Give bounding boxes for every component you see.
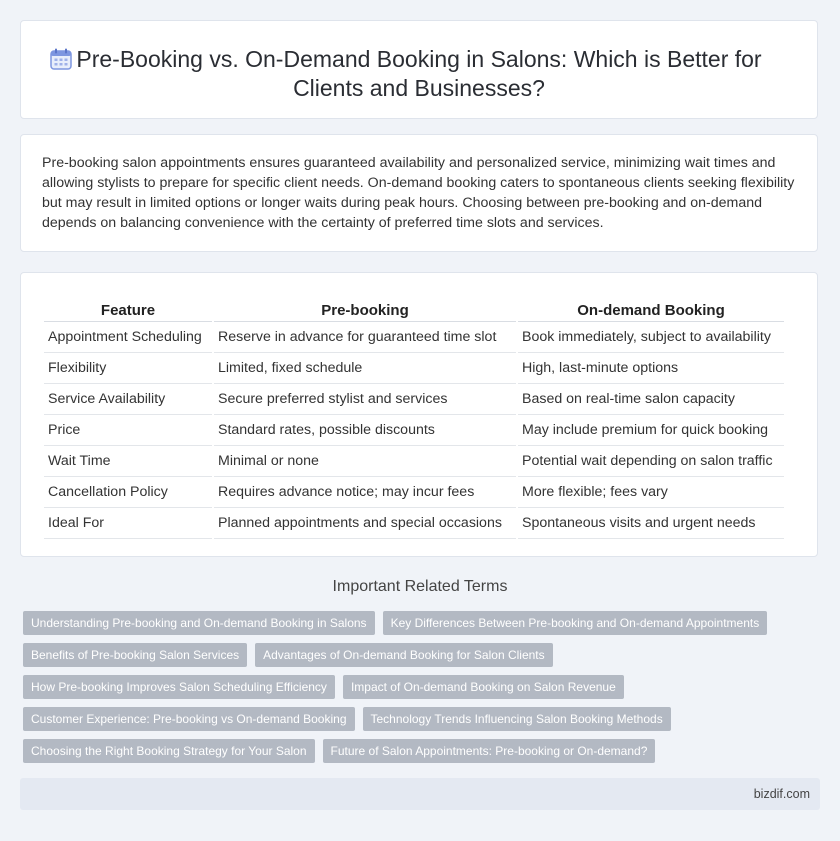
- table-row: [44, 446, 784, 477]
- table-row: [44, 508, 784, 539]
- header-card: [20, 20, 818, 119]
- table-cell: Limited, fixed schedule: [214, 353, 516, 384]
- column-header-pre-booking: Pre-booking: [214, 293, 516, 322]
- table-cell: Wait Time: [44, 446, 212, 477]
- related-term-link[interactable]: Choosing the Right Booking Strategy for Your Salon: [23, 739, 315, 763]
- table-cell: Based on real-time salon capacity: [518, 384, 784, 415]
- table-cell: Service Availability: [44, 384, 212, 415]
- table-cell: Standard rates, possible discounts: [214, 415, 516, 446]
- table-header-row: [44, 293, 784, 322]
- table-cell: High, last-minute options: [518, 353, 784, 384]
- table-cell: Appointment Scheduling: [44, 322, 212, 353]
- comparison-table-card: [20, 272, 818, 557]
- related-term-link[interactable]: Future of Salon Appointments: Pre-booking or On-demand?: [323, 739, 656, 763]
- table-row: [44, 322, 784, 353]
- table-cell: Potential wait depending on salon traffic: [518, 446, 784, 477]
- related-term-link[interactable]: Key Differences Between Pre-booking and On-demand Appointments: [383, 611, 768, 635]
- intro-paragraph: Pre-booking salon appointments ensures guaranteed availability and personalized service, minimizing wait times and allowing stylists to prepare for specific client needs. On-demand booking caters to spontaneous clients seeking flexibility but may result in limited options or longer waits during peak hours. Choosing between pre-booking and on-demand depends on balancing convenience with the certainty of preferred time slots and services.: [42, 155, 795, 231]
- table-row: [44, 353, 784, 384]
- related-term-link[interactable]: How Pre-booking Improves Salon Scheduling Efficiency: [23, 675, 335, 699]
- table-cell: Requires advance notice; may incur fees: [214, 477, 516, 508]
- table-row: [44, 384, 784, 415]
- table-cell: Reserve in advance for guaranteed time slot: [214, 322, 516, 353]
- footer: [20, 778, 820, 810]
- intro-card: [20, 134, 818, 252]
- related-term-link[interactable]: Benefits of Pre-booking Salon Services: [23, 643, 247, 667]
- table-cell: Cancellation Policy: [44, 477, 212, 508]
- related-terms-heading: Important Related Terms: [332, 578, 508, 595]
- site-link[interactable]: bizdif.com: [753, 787, 810, 801]
- related-term-link[interactable]: Impact of On-demand Booking on Salon Revenue: [343, 675, 624, 699]
- table-cell: Book immediately, subject to availability: [518, 322, 784, 353]
- related-term-link[interactable]: Customer Experience: Pre-booking vs On-demand Booking: [23, 707, 355, 731]
- table-cell: Spontaneous visits and urgent needs: [518, 508, 784, 539]
- table-cell: More flexible; fees vary: [518, 477, 784, 508]
- table-cell: Minimal or none: [214, 446, 516, 477]
- table-cell: Secure preferred stylist and services: [214, 384, 516, 415]
- page-title: Pre-Booking vs. On-Demand Booking in Salons: Which is Better for Clients and Businesses?: [76, 46, 762, 101]
- column-header-feature: Feature: [44, 293, 212, 322]
- column-header-on-demand: On-demand Booking: [518, 293, 784, 322]
- comparison-table: [42, 293, 786, 539]
- table-cell: Price: [44, 415, 212, 446]
- related-terms-list: [23, 611, 823, 771]
- table-cell: Ideal For: [44, 508, 212, 539]
- related-term-link[interactable]: Understanding Pre-booking and On-demand Booking in Salons: [23, 611, 375, 635]
- table-cell: May include premium for quick booking: [518, 415, 784, 446]
- table-cell: Planned appointments and special occasions: [214, 508, 516, 539]
- table-row: [44, 477, 784, 508]
- related-term-link[interactable]: Advantages of On-demand Booking for Salon Clients: [255, 643, 553, 667]
- related-term-link[interactable]: Technology Trends Influencing Salon Booking Methods: [363, 707, 671, 731]
- table-cell: Flexibility: [44, 353, 212, 384]
- table-row: [44, 415, 784, 446]
